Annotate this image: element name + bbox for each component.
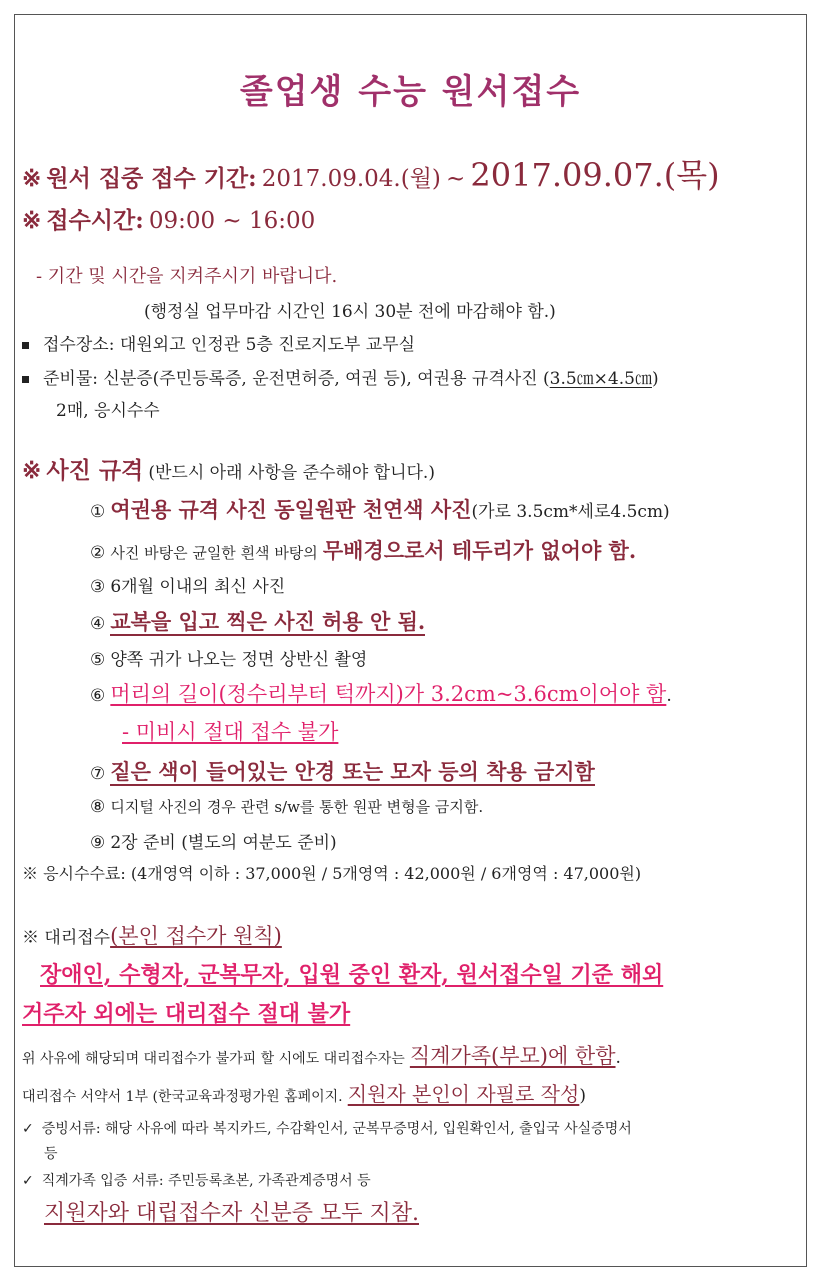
prep-size: 3.5㎝×4.5㎝ <box>549 369 652 389</box>
item-plain: 6개월 이내의 최신 사진 <box>110 577 286 597</box>
photo-subnote: - 미비시 절대 접수 불가 <box>122 720 339 744</box>
item-number: ④ <box>90 614 106 634</box>
proxy-check-1 <box>22 1118 632 1138</box>
item-rest: (가로 3.5cm*세로4.5cm) <box>471 502 670 522</box>
item-emph: 여권용 규격 사진 동일원판 천연색 사진 <box>110 497 472 522</box>
period-line <box>22 150 720 196</box>
item-number: ⑦ <box>90 764 106 784</box>
check-icon: ✓ <box>22 1121 34 1137</box>
item-plain: 2장 준비 (별도의 여분도 준비) <box>110 833 337 853</box>
bullet-icon <box>22 342 29 349</box>
period-start: 2017.09.04.(월) <box>261 166 441 192</box>
pledge-emph: 지원자 본인이 자필로 작성 <box>347 1082 580 1106</box>
proxy-check-2 <box>22 1170 371 1190</box>
item-emph: 머리의 길이(정수리부터 턱까지)가 3.2cm~3.6cm이어야 함 <box>110 682 667 706</box>
proxy-heading-line <box>22 920 282 950</box>
check1-text: 증빙서류: 해당 사유에 따라 복지카드, 수감확인서, 군복무증명서, 입원확인서, 출입국 사실증명서 <box>41 1121 632 1137</box>
photo-item-8 <box>90 796 483 817</box>
prep-text-b: ) <box>651 369 659 389</box>
pledge-plain: 대리접수 서약서 1부 (한국교육과정평가원 홈페이지. <box>22 1089 343 1105</box>
item-number: ② <box>90 543 106 563</box>
photo-item-6 <box>90 678 672 708</box>
photo-heading: 사진 규격 <box>46 457 144 484</box>
place-line <box>22 330 415 355</box>
photo-note: (반드시 아래 사항을 준수해야 합니다.) <box>148 463 435 483</box>
item-number: ③ <box>90 577 106 597</box>
photo-item-3 <box>90 572 285 597</box>
family-emph: 직계가족(부모)에 한함 <box>409 1044 616 1068</box>
prep-line <box>22 364 659 389</box>
item-tail: . <box>666 686 672 706</box>
period-end: 2017.09.07.(목) <box>470 156 720 194</box>
proxy-prefix: ※ 대리접수 <box>22 928 111 948</box>
notice-line-2: (행정실 업무마감 시간인 16시 30분 전에 마감해야 함.) <box>144 302 556 322</box>
item-emph: 교복을 입고 찍은 사진 허용 안 됨. <box>110 609 426 634</box>
item-emph: 짙은 색이 들어있는 안경 또는 모자 등의 착용 금지함 <box>110 759 595 784</box>
proxy-restrict-line-1: 장애인, 수형자, 군복무자, 입원 중인 환자, 원서접수일 기준 해외 <box>40 962 664 988</box>
item-plain: 디지털 사진의 경우 관련 s/w를 통한 원판 변형을 금지함. <box>110 798 484 816</box>
fee-line: ※ 응시수수료: (4개영역 이하 : 37,000원 / 5개영역 : 42,000원 / 6개영역 : 47,000원) <box>22 864 642 883</box>
family-plain: 위 사유에 해당되며 대리접수가 불가피 할 시에도 대리접수자는 <box>22 1051 405 1067</box>
pledge-tail: ) <box>579 1086 586 1106</box>
proxy-principle: (본인 접수가 원칙) <box>110 924 282 948</box>
photo-heading-line <box>22 452 435 485</box>
proxy-restrict-line-2: 거주자 외에는 대리접수 절대 불가 <box>22 1001 351 1027</box>
proxy-pledge-line <box>22 1078 586 1107</box>
period-label: 원서 집중 접수 기간: <box>46 165 257 192</box>
item-number: ⑧ <box>90 797 106 817</box>
item-plain: 양쪽 귀가 나오는 정면 상반신 촬영 <box>110 650 368 670</box>
time-mark: ※ <box>22 207 42 234</box>
period-mark: ※ <box>22 165 42 192</box>
prep-line-2: 2매, 응시수수 <box>56 401 160 421</box>
photo-item-1 <box>90 494 670 524</box>
time-label: 접수시간: <box>46 207 144 234</box>
photo-mark: ※ <box>22 457 42 484</box>
proxy-final-note: 지원자와 대립접수자 신분증 모두 지참. <box>44 1201 419 1226</box>
place-text: 접수장소: 대원외고 인정관 5층 진로지도부 교무실 <box>43 335 416 355</box>
item-number: ① <box>90 502 106 522</box>
time-value: 09:00 ~ 16:00 <box>148 208 316 234</box>
photo-item-2 <box>90 535 636 565</box>
check-icon: ✓ <box>22 1173 34 1189</box>
check2-text: 직계가족 입증 서류: 주민등록초본, 가족관계증명서 등 <box>41 1173 371 1189</box>
item-emph: 무배경으로서 테두리가 없어야 함. <box>322 538 637 563</box>
photo-item-5 <box>90 645 367 670</box>
page-title: 졸업생 수능 원서접수 <box>239 72 582 112</box>
time-line <box>22 202 315 235</box>
item-number: ⑥ <box>90 686 106 706</box>
photo-item-4 <box>90 606 425 636</box>
photo-item-9 <box>90 828 337 853</box>
bullet-icon <box>22 376 29 383</box>
photo-item-7 <box>90 756 595 786</box>
notice-line-1: - 기간 및 시간을 지켜주시기 바랍니다. <box>36 266 338 287</box>
family-tail: . <box>615 1048 621 1068</box>
item-plain: 사진 바탕은 균일한 흰색 바탕의 <box>110 544 318 562</box>
item-number: ⑤ <box>90 650 106 670</box>
item-number: ⑨ <box>90 833 106 853</box>
proxy-family-line <box>22 1040 621 1070</box>
period-tilde: ~ <box>446 166 466 192</box>
proxy-check-1-cont: 등 <box>44 1146 58 1162</box>
prep-text-a: 준비물: 신분증(주민등록증, 운전면허증, 여권 등), 여권용 규격사진 ( <box>43 369 550 389</box>
